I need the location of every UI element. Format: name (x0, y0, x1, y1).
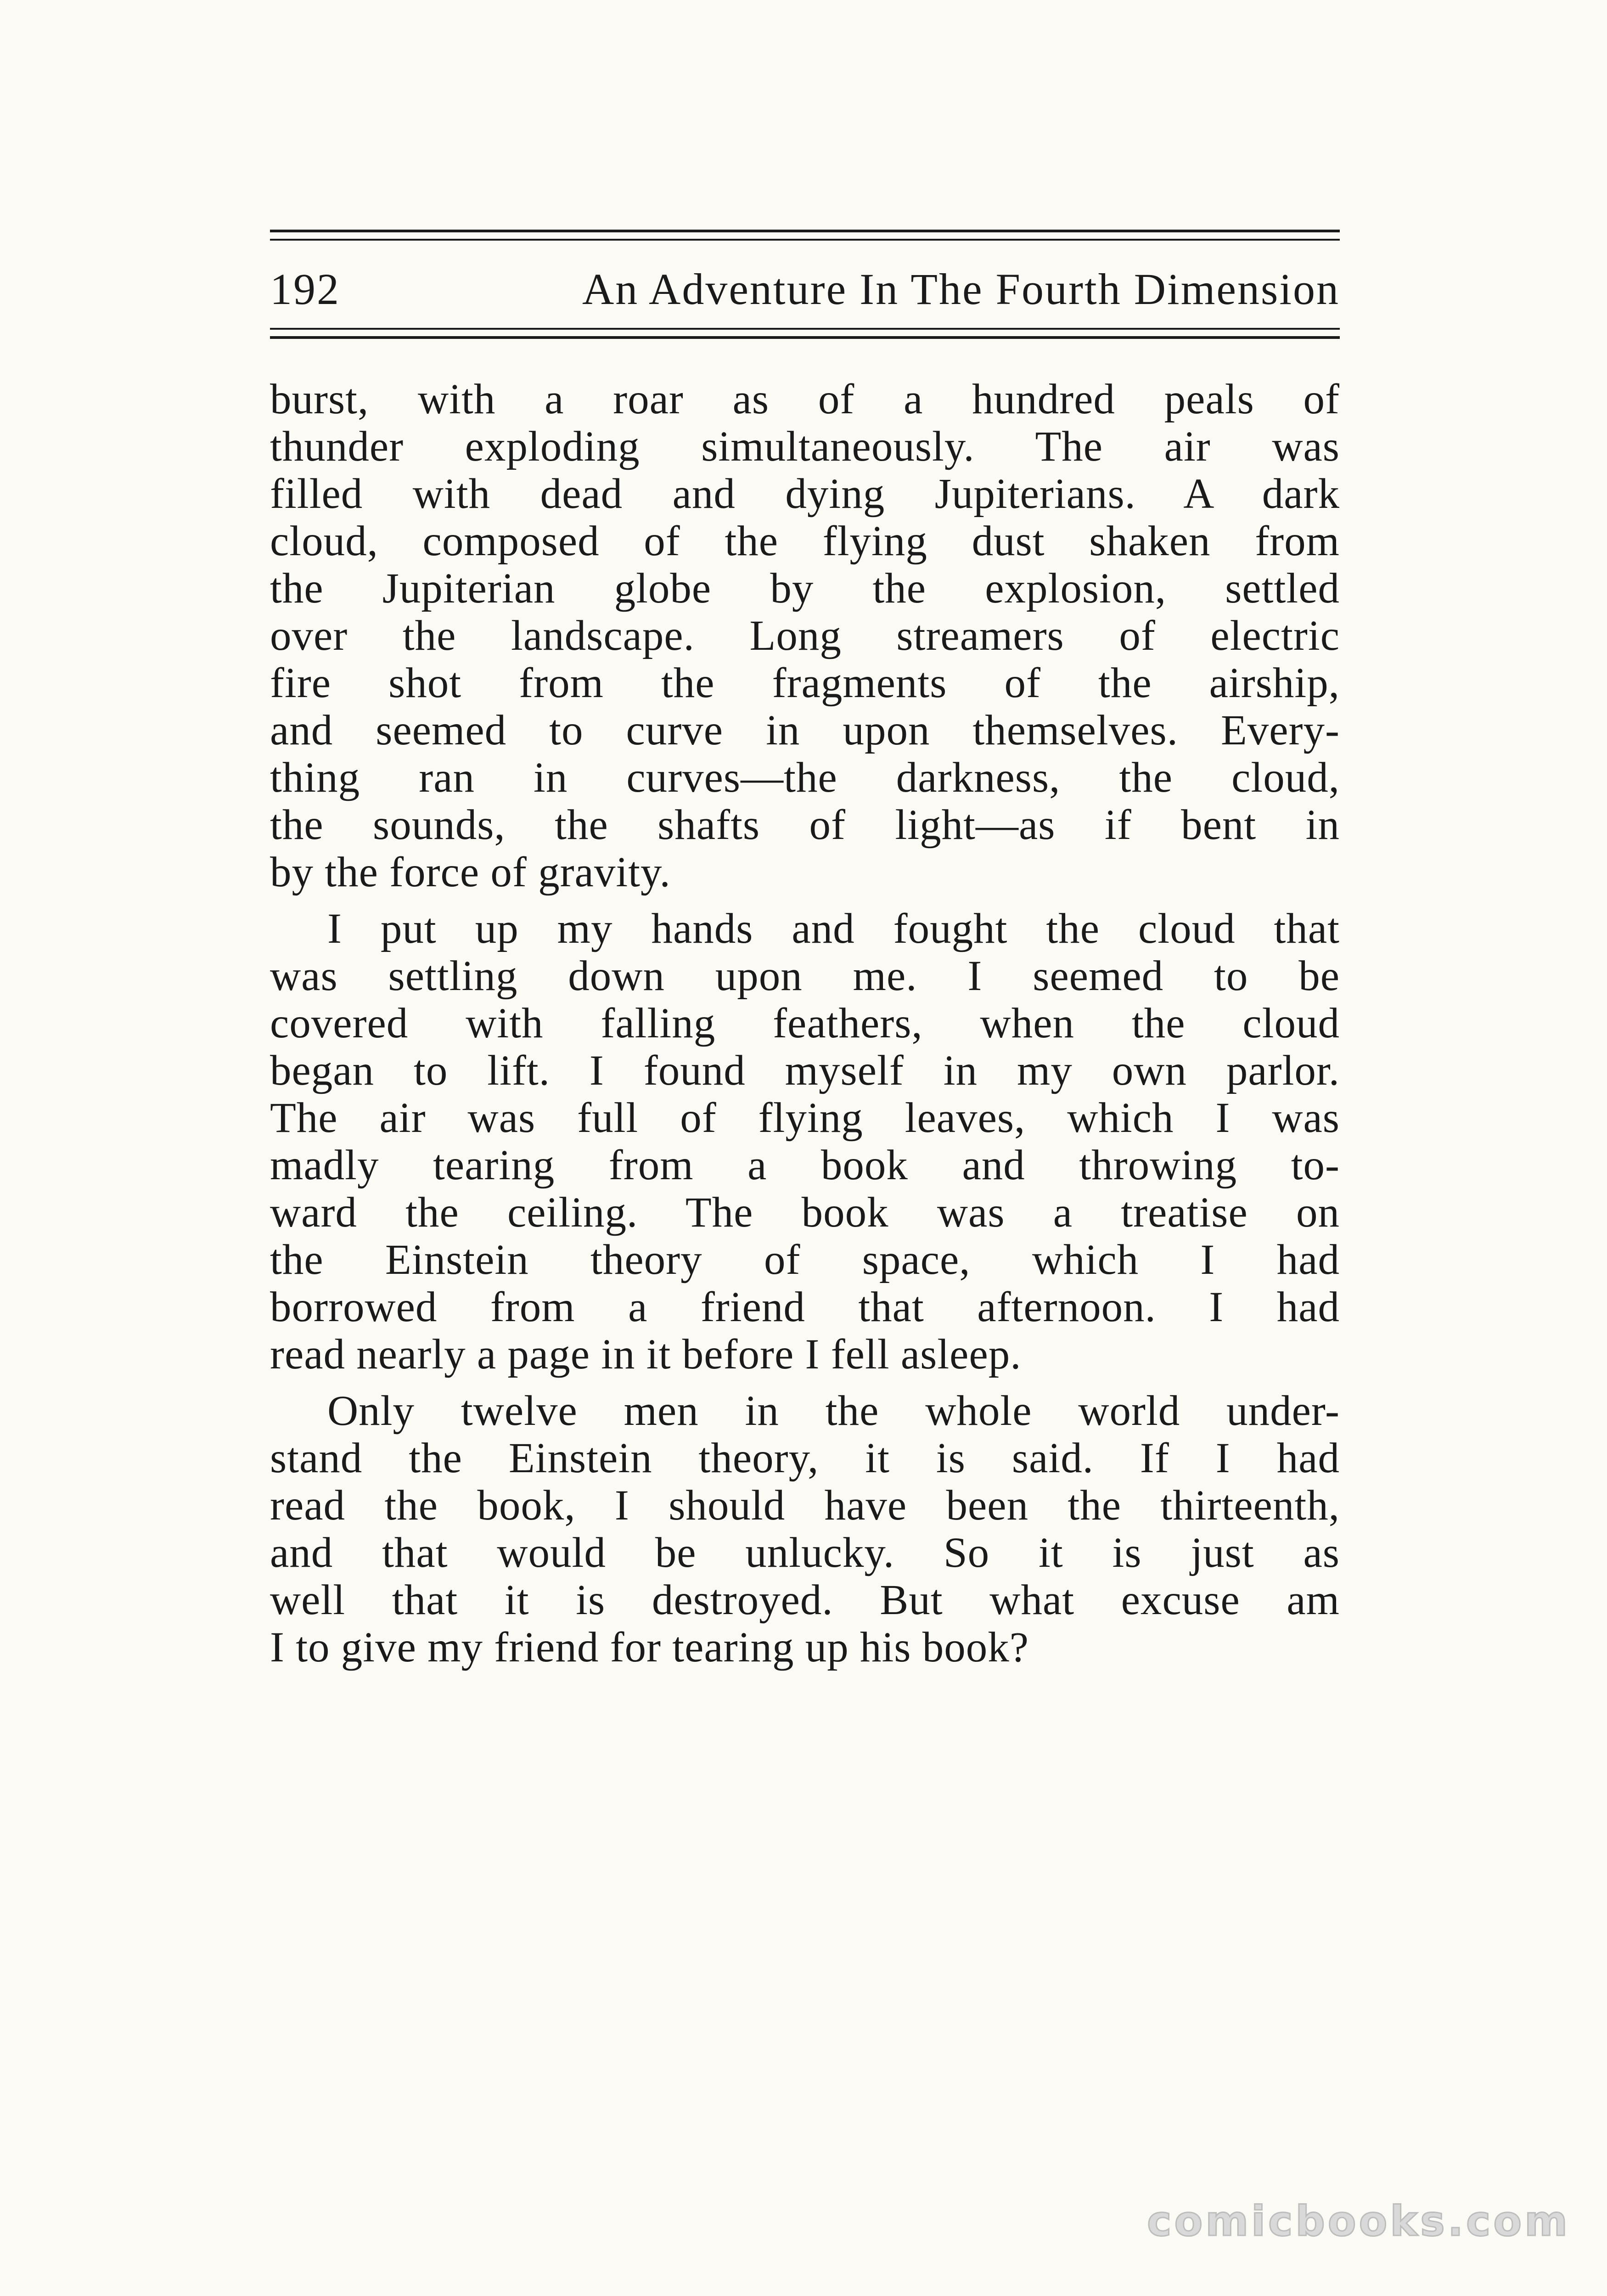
text-line: I put up my hands and fought the cloud that (327, 905, 1340, 952)
text-line: was settling down upon me. I seemed to be (270, 952, 1340, 1000)
book-page (270, 230, 1340, 1680)
body-text (270, 376, 1340, 1671)
text-line: read the book, I should have been the thirteenth, (270, 1482, 1340, 1529)
text-line: borrowed from a friend that afternoon. I had (270, 1283, 1340, 1331)
text-line: filled with dead and dying Jupiterians. A dark (270, 470, 1340, 518)
text-line: cloud, composed of the flying dust shaken from (270, 518, 1340, 565)
text-line: I to give my friend for tearing up his book? (270, 1624, 1029, 1671)
text-line: The air was full of flying leaves, which I was (270, 1094, 1340, 1142)
running-title: An Adventure In The Fourth Dimension (582, 264, 1340, 314)
paragraph (270, 376, 1340, 896)
paragraph (270, 905, 1340, 1378)
text-line: the sounds, the shafts of light—as if bent in (270, 801, 1340, 849)
text-line: madly tearing from a book and throwing to- (270, 1142, 1340, 1189)
header-top-rules (270, 230, 1340, 241)
text-line: and that would be unlucky. So it is just as (270, 1529, 1340, 1576)
paragraph (270, 1387, 1340, 1671)
text-line: thing ran in curves—the darkness, the cloud, (270, 754, 1340, 801)
header-rule (270, 239, 1340, 241)
text-line: covered with falling feathers, when the cloud (270, 1000, 1340, 1047)
header-rule (270, 336, 1340, 339)
text-line: stand the Einstein theory, it is said. If I had (270, 1435, 1340, 1482)
text-line: thunder exploding simultaneously. The air was (270, 423, 1340, 470)
text-line: ward the ceiling. The book was a treatise on (270, 1189, 1340, 1236)
running-head (270, 241, 1340, 328)
text-line: well that it is destroyed. But what excuse am (270, 1576, 1340, 1624)
text-line: the Einstein theory of space, which I had (270, 1236, 1340, 1283)
text-line: read nearly a page in it before I fell asleep. (270, 1331, 1022, 1378)
text-line: began to lift. I found myself in my own parlor. (270, 1047, 1340, 1094)
text-line: the Jupiterian globe by the explosion, settled (270, 565, 1340, 612)
header-bottom-rules (270, 328, 1340, 339)
text-line: Only twelve men in the whole world under- (327, 1387, 1340, 1435)
text-line: fire shot from the fragments of the airship, (270, 659, 1340, 707)
watermark: comicbooks.com (1147, 2197, 1570, 2245)
text-line: by the force of gravity. (270, 849, 671, 896)
page-number: 192 (270, 264, 340, 314)
text-line: burst, with a roar as of a hundred peals of (270, 376, 1340, 423)
text-line: and seemed to curve in upon themselves. Every- (270, 707, 1340, 754)
text-line: over the landscape. Long streamers of electric (270, 612, 1340, 659)
